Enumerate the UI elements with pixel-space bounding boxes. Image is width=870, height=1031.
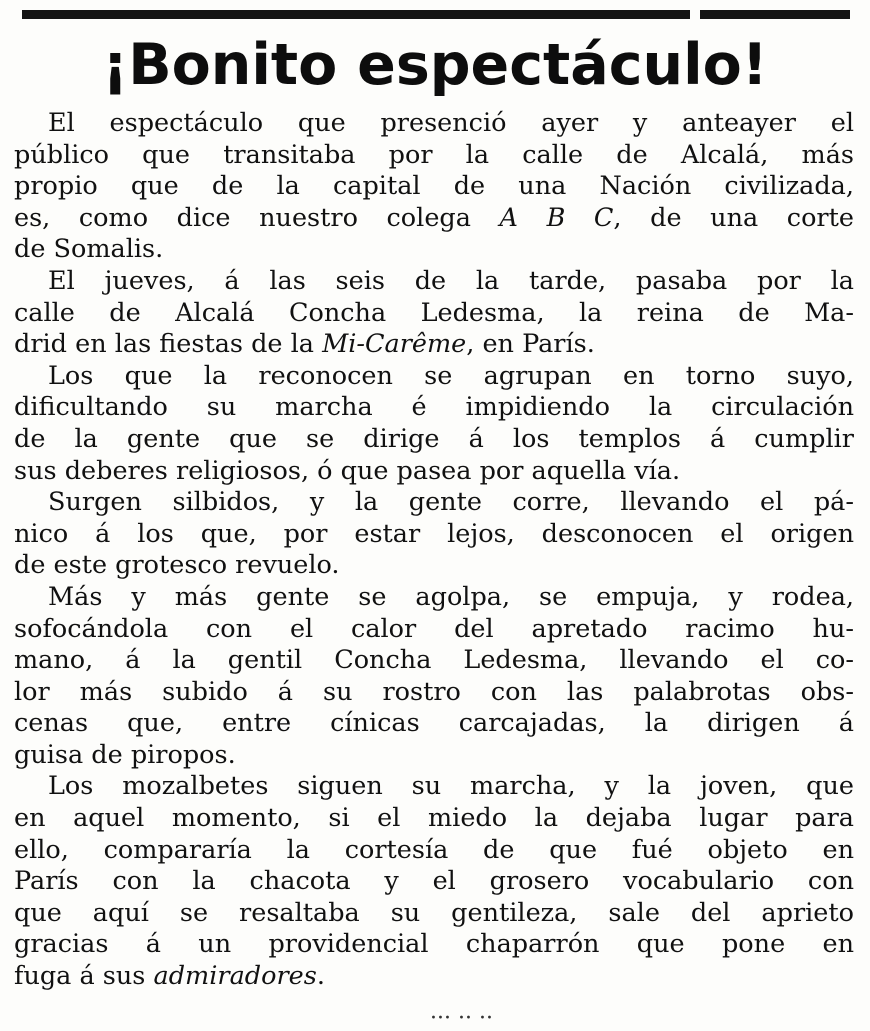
italic-phrase: A B C — [499, 202, 614, 233]
paragraph — [14, 487, 854, 582]
text-line: drid en las fiestas de la Mi-Carême, en París. — [14, 329, 595, 360]
text-line: es, como dice nuestro colega A B C, de una corte — [14, 202, 854, 233]
article-body — [14, 108, 854, 993]
text-line: Los que la reconocen se agrupan en torno suyo, — [48, 360, 854, 391]
text-line: mano, á la gentil Concha Ledesma, llevando el co- — [14, 645, 854, 676]
text-line: gracias á un providencial chaparrón que pone en — [14, 929, 854, 960]
paragraph — [14, 361, 854, 487]
text-line: en aquel momento, si el miedo la dejaba lugar para — [14, 803, 854, 834]
text-line: sofocándola con el calor del apretado racimo hu- — [14, 613, 854, 644]
cutoff-next-line: ··· ·· ·· — [430, 1006, 493, 1031]
paragraph — [14, 771, 854, 992]
text-line: fuga á sus admiradores. — [14, 961, 325, 992]
text-line: calle de Alcalá Concha Ledesma, la reina de Ma- — [14, 297, 854, 328]
text-line: propio que de la capital de una Nación civilizada, — [14, 171, 854, 202]
text-line: guisa de piropos. — [14, 739, 236, 770]
italic-phrase: Mi-Carême — [322, 329, 467, 360]
italic-phrase: admiradores — [153, 961, 317, 992]
text-line: Surgen silbidos, y la gente corre, llevando el pá- — [48, 487, 854, 518]
text-line: que aquí se resaltaba su gentileza, sale del aprieto — [14, 897, 854, 928]
paragraph — [14, 108, 854, 266]
paragraph — [14, 582, 854, 772]
text-line: de la gente que se dirige á los templos á cumplir — [14, 423, 854, 454]
text-line: El jueves, á las seis de la tarde, pasaba por la — [48, 265, 854, 296]
text-line: dificultando su marcha é impidiendo la circulación — [14, 392, 854, 423]
text-line: de este grotesco revuelo. — [14, 550, 340, 581]
text-line: lor más subido á su rostro con las palabrotas obs- — [14, 676, 854, 707]
text-line: Más y más gente se agolpa, se empuja, y rodea, — [48, 581, 854, 612]
top-rule-right — [700, 10, 850, 19]
text-line: París con la chacota y el grosero vocabulario con — [14, 866, 854, 897]
text-line: Los mozalbetes siguen su marcha, y la joven, que — [48, 771, 854, 802]
text-line: ello, compararía la cortesía de que fué objeto en — [14, 834, 854, 865]
text-line: nico á los que, por estar lejos, desconocen el origen — [14, 518, 854, 549]
text-line: sus deberes religiosos, ó que pasea por aquella vía. — [14, 455, 681, 486]
text-line: El espectáculo que presenció ayer y anteayer el — [48, 108, 854, 138]
text-line: de Somalis. — [14, 234, 164, 265]
text-line: público que transitaba por la calle de Alcalá, más — [14, 139, 854, 170]
paragraph — [14, 266, 854, 361]
top-rule-left — [22, 10, 690, 19]
article-headline: ¡Bonito espectáculo! — [102, 32, 768, 98]
text-line: cenas que, entre cínicas carcajadas, la dirigen á — [14, 708, 854, 739]
